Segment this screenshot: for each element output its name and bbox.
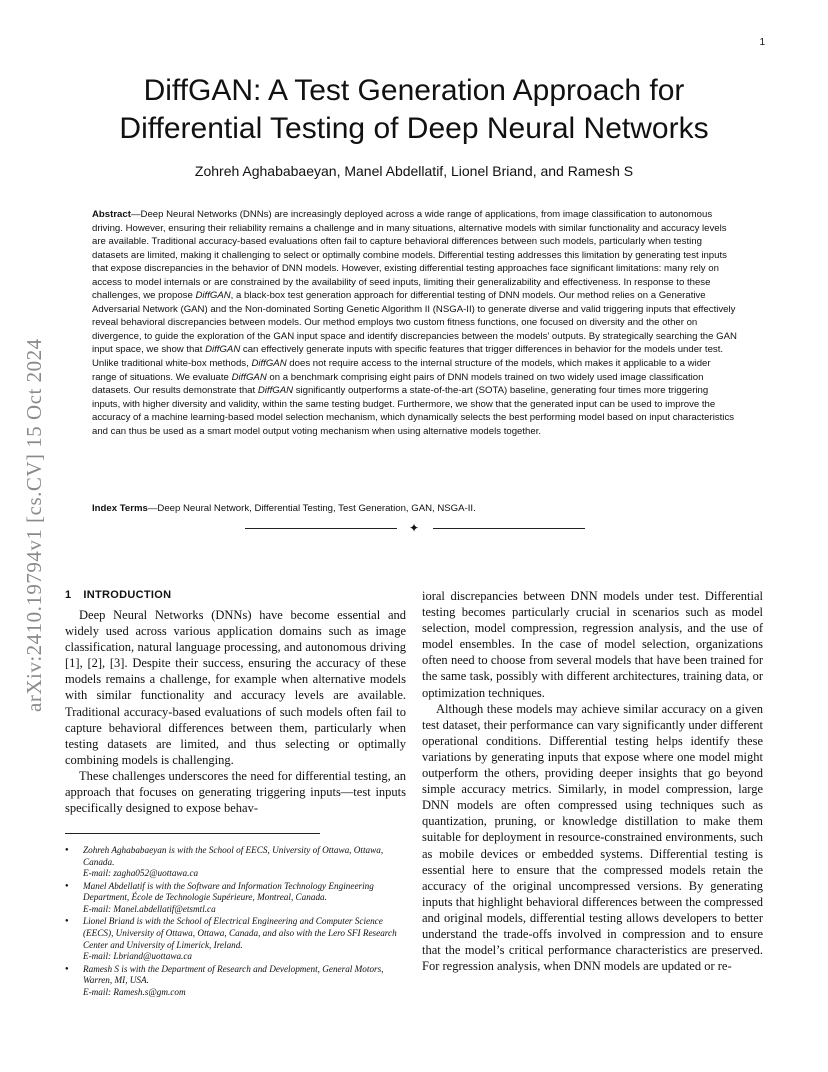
divider-line-right <box>433 528 585 529</box>
footnote-item: ● Ramesh S is with the Department of Research and Development, General Motors, Warren, MI, USA. E-mail: Ramesh.s@gm.com <box>65 964 406 999</box>
page-number: 1 <box>759 37 765 48</box>
index-terms <box>92 503 737 514</box>
right-column <box>422 588 763 974</box>
section-divider <box>245 521 585 535</box>
section-number: 1 <box>65 589 72 601</box>
abstract-paragraph-1: Abstract—Deep Neural Networks (DNNs) are increasingly deployed across a wide range of applications, from image classification to autonomous driving. However, ensuring their reliability remains a challenge and in many situations, alternative models with similar functionality and accuracy levels are available. Traditional accuracy-based evaluations often fail to capture behavioral differences between such models, particularly when testing datasets are limited, making it challenging to select or optimally combine models. Differential testing addresses this limitation by generating test inputs that expose discrepancies in the behavior of DNN models. However, existing differential testing approaches face significant limitations: many rely on access to model internals or are constrained by the availability of seed inputs, limiting their generalizability and effectiveness. In response to these challenges, we propose DiffGAN, a black-box test generation approach for differential testing of DNN models. Our method relies on a Generative Adversarial Network (GAN) and the Non-dominated Sorting Genetic Algorithm II (NSGA-II) to generate diverse and valid triggering inputs that effectively reveal behavioral discrepancies between models. Our method employs two custom fitness functions, one focused on diversity and the other on divergence, to guide the exploration of the GAN input space and identify discrepancies between the models’ outputs. By strategically searching the GAN input space, we show that DiffGAN can effectively generate inputs with specific features that trigger differences in behavior for the models under test. <box>92 209 737 356</box>
left-column <box>65 588 406 816</box>
author-list: Zohreh Aghababaeyan, Manel Abdellatif, Lionel Briand, and Ramesh S <box>194 163 634 179</box>
footnote-email: E-mail: Manel.abdellatif@etsmtl.ca <box>83 904 216 915</box>
section-heading <box>65 588 406 602</box>
footnote-item: ● Zohreh Aghababaeyan is with the School of EECS, University of Ottawa, Ottawa, Canada. E-mail: zagha052@uottawa.ca <box>65 845 406 880</box>
arxiv-identifier: arXiv:2410.19794v1 [cs.CV] 15 Oct 2024 <box>22 338 46 712</box>
index-terms-text: —Deep Neural Network, Differential Testing, Test Generation, GAN, NSGA-II. <box>147 503 476 514</box>
abstract-label: Abstract <box>92 209 131 220</box>
divider-diamond-icon: ✦ <box>409 521 420 535</box>
footnote-item: ● Manel Abdellatif is with the Software and Information Technology Engineering Department, École de Technologie Supérieure, Montreal, Canada. E-mail: Manel.abdellatif@etsmtl.ca <box>65 881 406 916</box>
footnote-email: E-mail: Ramesh.s@gm.com <box>83 986 186 997</box>
footnote-item: ● Lionel Briand is with the School of Electrical Engineering and Computer Science (EECS), University of Ottawa, Ottawa, Canada, and also with the Lero SFI Research Center and University of Limerick, Ireland. E-mail: Lbriand@uottawa.ca <box>65 916 406 963</box>
footnote-email: E-mail: zagha052@uottawa.ca <box>83 868 199 879</box>
paper-title <box>90 72 738 148</box>
title-line-2: Differential Testing of Deep Neural Networks <box>119 112 709 145</box>
index-terms-label: Index Terms <box>92 503 148 514</box>
footnote-email: E-mail: Lbriand@uottawa.ca <box>83 951 193 962</box>
author-footnotes <box>65 845 406 999</box>
intro-paragraph-2: These challenges underscores the need for differential testing, an approach that focuses on generating triggering inputs—test inputs specifically designed to expose behav- <box>65 768 406 816</box>
intro-paragraph-1: Deep Neural Networks (DNNs) have become essential and widely used across various application domains such as image classification, natural language processing, and autonomous driving [1], [2], [3]. Despite their success, ensuring the accuracy of these models remains a challenge, for example when alternative models with similar functionality and accuracy levels are available. Traditional accuracy-based evaluations of such models often fail to capture behavioral differences between them, particularly when testing datasets are limited, and thus selecting or optimally combining models is challenging. <box>65 608 406 767</box>
intro-paragraph-4: Although these models may achieve similar accuracy on a given test dataset, their performance can vary significantly under different operational conditions. Differential testing helps identify these variations by generating inputs that expose where one model might outperform the others, providing deeper insights that go beyond simple accuracy metrics. Similarly, in model compression, large DNN models are often compressed using techniques such as quantization, pruning, or knowledge distillation to make them suitable for deployment in resource-constrained environments, such as mobile devices or embedded systems. Differential testing is essential here to ensure that the compressed models retain the accuracy of the original uncompressed versions. By generating inputs that highlight behavioral differences between the compressed and original models, differential testing allows developers to better understand the trade-offs involved in compression and to ensure that the model’s critical performance characteristics are preserved. For regression analysis, when DNN models are updated or re- <box>422 701 763 974</box>
abstract <box>92 208 737 438</box>
abstract-paragraph-2: Unlike traditional white-box methods, DiffGAN does not require access to the internal structure of the models, which makes it applicable to a wider range of situations. We evaluate DiffGAN on a benchmark comprising eight pairs of DNN models trained on two widely used image classification datasets. Our results demonstrate that DiffGAN significantly outperforms a state-of-the-art (SOTA) baseline, generating four times more triggering inputs, with higher diversity and validity, within the same testing budget. Furthermore, we show that the generated input can be used to improve the accuracy of a machine learning-based model selection mechanism, which dynamically selects the best performing model based on input characteristics and can thus be used as a smart model output voting mechanism when using alternative models together. <box>92 358 735 437</box>
intro-paragraph-3: ioral discrepancies between DNN models under test. Differential testing becomes particularly crucial in scenarios such as model selection, model compression, regression analysis, and the use of model ensembles. In the case of model selection, organizations often need to choose from several models that have been trained for the same task, possibly with different architectures, training data, or optimization techniques. <box>422 589 763 700</box>
title-line-1: DiffGAN: A Test Generation Approach for <box>143 74 685 107</box>
footnote-rule <box>65 833 320 834</box>
section-title: INTRODUCTION <box>83 589 172 601</box>
divider-line-left <box>245 528 397 529</box>
